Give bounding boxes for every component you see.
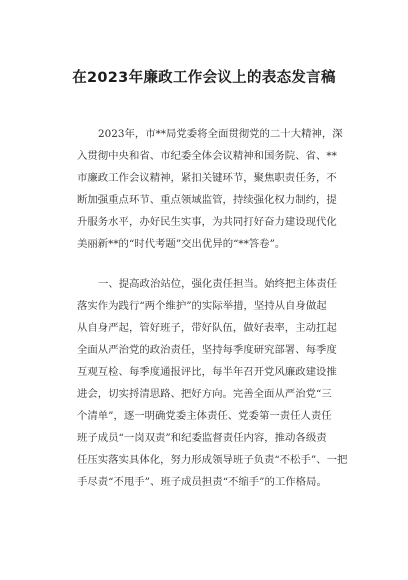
paragraph-2-line-8: 班子成员“一岗双责”和纪委监督责任内容，推动各级责 xyxy=(77,432,327,444)
paragraph-2-line-7: 个清单”，逐一明确党委主体责任、党委第一责任人责任 xyxy=(77,410,332,422)
paragraph-1-line-5: 升服务水平，办好民生实事，为共同打好奋力建设现代化 xyxy=(77,216,337,228)
paragraph-1-line-3: 市廉政工作会议精神，紧扣关键环节，聚焦职责任务，不 xyxy=(77,172,337,184)
paragraph-2-line-1: 一、提高政治站位，强化责任担当。始终把主体责任 xyxy=(98,278,337,290)
paragraph-2-line-3: 从自身严起，管好班子，带好队伍，做好表率，主动扛起 xyxy=(77,322,337,334)
paragraph-2-line-10: 手尽责“不甩手”、班子成员担责“不缩手”的工作格局。 xyxy=(77,476,327,488)
paragraph-1-line-6: 美丽新**的“时代考题”交出优异的“**答卷”。 xyxy=(77,238,286,250)
paragraph-1-line-1: 2023年，市**局党委将全面贯彻党的二十大精神，深 xyxy=(98,128,343,140)
paragraph-2-line-5: 互观互检、每季度通报评比，每半年召开党风廉政建设推 xyxy=(77,366,337,378)
paragraph-1-line-4: 断加强重点环节、重点领域监管，持续强化权力制约，提 xyxy=(77,194,337,206)
paragraph-2-line-2: 落实作为践行“两个维护”的实际举措，坚持从自身做起 xyxy=(77,300,327,312)
document-title: 在2023年廉政工作会议上的表态发言稿 xyxy=(72,70,336,86)
paragraph-1-line-2: 入贯彻中央和省、市纪委全体会议精神和国务院、省、** xyxy=(77,150,337,162)
paragraph-2-line-9: 任压实落实具体化，努力形成领导班子负责“不松手”、一把 xyxy=(77,454,348,466)
paragraph-2-line-4: 全面从严治党的政治责任，坚持每季度研究部署、每季度 xyxy=(77,344,337,356)
paragraph-2-line-6: 进会，切实捋清思路、把好方向。完善全面从严治党“三 xyxy=(77,388,332,400)
